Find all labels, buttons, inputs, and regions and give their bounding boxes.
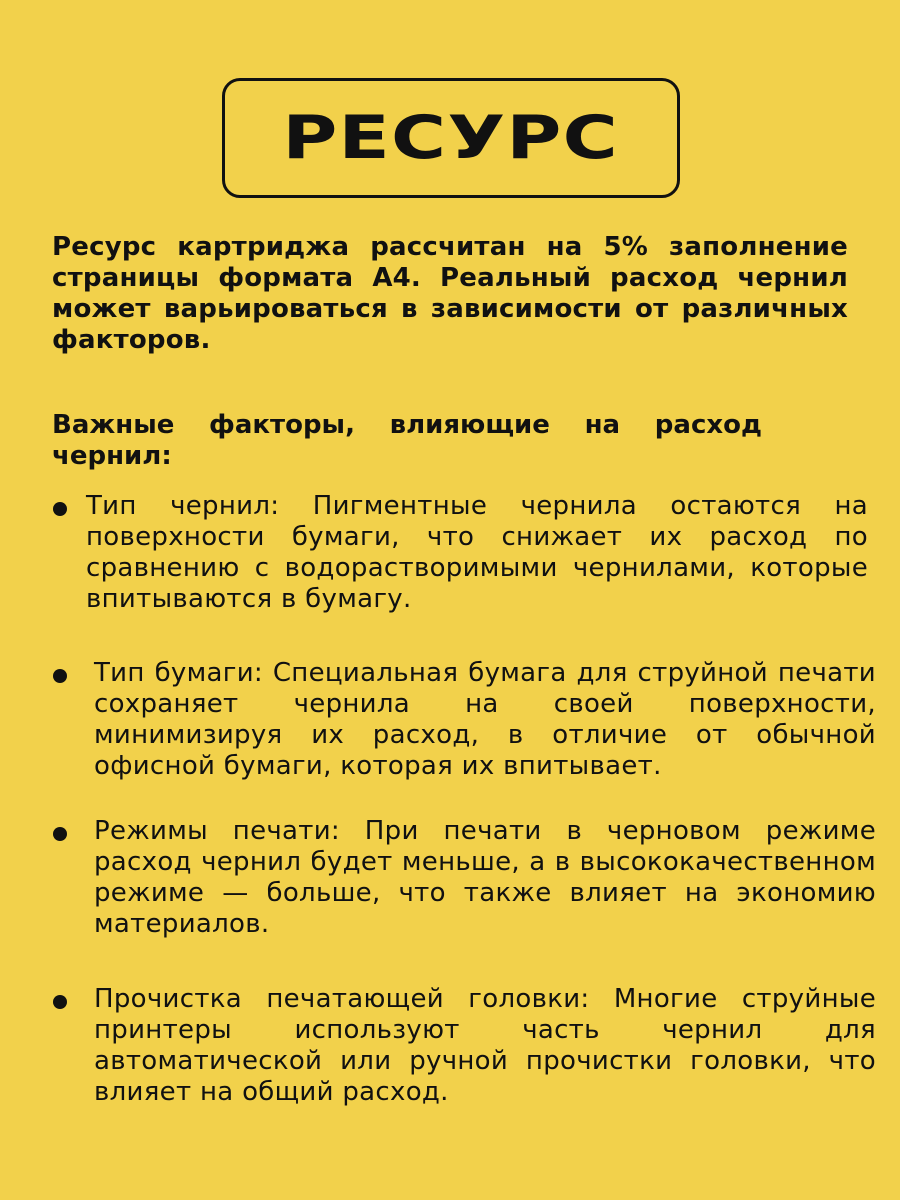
factor-text: Прочистка печатающей головки: Многие струйные принтеры используют часть чернил для автоматической или ручной прочистки головки, что влияет на общий расход. bbox=[94, 984, 876, 1107]
bullet-icon bbox=[53, 995, 67, 1009]
page-title: РЕСУРС bbox=[282, 103, 620, 173]
factor-text: Тип бумаги: Специальная бумага для струйной печати сохраняет чернила на своей поверхности, минимизируя их расход, в отличие от обычной офисной бумаги, которая их впитывает. bbox=[94, 658, 876, 781]
factor-text: Режимы печати: При печати в черновом режиме расход чернил будет меньше, а в высококачественном режиме — больше, что также влияет на экономию материалов. bbox=[94, 816, 876, 939]
bullet-icon bbox=[53, 502, 67, 516]
factor-text: Тип чернил: Пигментные чернила остаются на поверхности бумаги, что снижает их расход по сравнению с водорастворимыми чернилами, которые впитываются в бумагу. bbox=[86, 491, 868, 614]
bullet-icon bbox=[53, 669, 67, 683]
factors-heading: Важные факторы, влияющие на расход чернил: bbox=[52, 410, 762, 471]
intro-paragraph: Ресурс картриджа рассчитан на 5% заполнение страницы формата А4. Реальный расход чернил может варьироваться в зависимости от различных факторов. bbox=[52, 232, 848, 355]
bullet-icon bbox=[53, 827, 67, 841]
